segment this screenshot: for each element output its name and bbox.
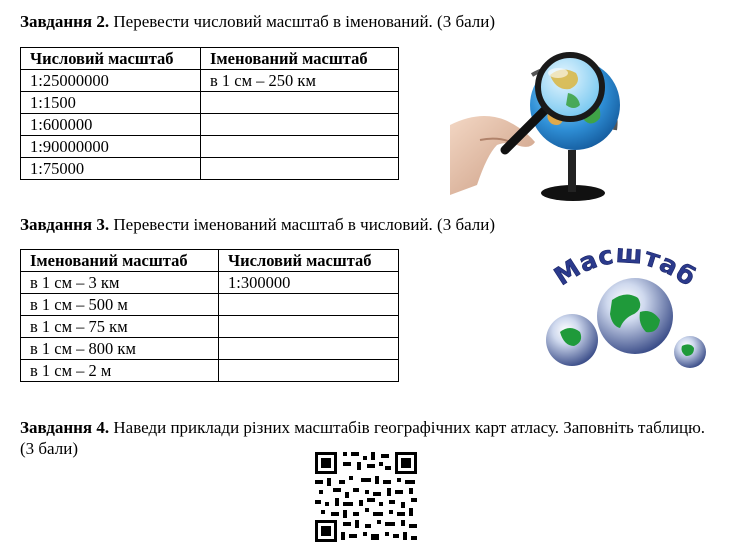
table-cell: в 1 см – 800 км [21, 338, 219, 360]
table-cell[interactable] [219, 338, 399, 360]
table-row [21, 92, 399, 114]
table-row [21, 338, 399, 360]
table-row [21, 114, 399, 136]
table-cell[interactable]: в 1 см – 250 км [201, 70, 399, 92]
table-row [21, 294, 399, 316]
table-cell: 1:90000000 [21, 136, 201, 158]
column-header: Числовий масштаб [21, 48, 201, 70]
table-row [21, 272, 399, 294]
table-cell[interactable]: 1:300000 [219, 272, 399, 294]
column-header: Іменований масштаб [21, 250, 219, 272]
task4-label: Завдання 4. [20, 418, 110, 437]
table-cell[interactable] [219, 294, 399, 316]
table-cell: 1:75000 [21, 158, 201, 180]
table-cell: в 1 см – 3 км [21, 272, 219, 294]
table-cell[interactable] [201, 92, 399, 114]
table-cell: в 1 см – 500 м [21, 294, 219, 316]
column-header: Іменований масштаб [201, 48, 399, 70]
table-row [21, 158, 399, 180]
table-cell: в 1 см – 75 км [21, 316, 219, 338]
table-cell[interactable] [219, 360, 399, 382]
table-row [21, 136, 399, 158]
table-cell: 1:1500 [21, 92, 201, 114]
table-row [21, 316, 399, 338]
task2-table [20, 47, 399, 180]
scale-logo-icon [540, 240, 715, 375]
table-cell[interactable] [201, 158, 399, 180]
scale-logo-text: Масштаб [548, 240, 702, 293]
table-cell[interactable] [201, 136, 399, 158]
table-cell: в 1 см – 2 м [21, 360, 219, 382]
table-cell: 1:600000 [21, 114, 201, 136]
table-cell: 1:25000000 [21, 70, 201, 92]
task4-text: Наведи приклади різних масштабів географічних карт атласу. Заповніть таблицю. (3 бали) [20, 418, 706, 458]
task3-label: Завдання 3. [20, 215, 110, 234]
task2-text: Перевести числовий масштаб в іменований. (3 бали) [109, 12, 496, 31]
task3-text: Перевести іменований масштаб в числовий. (3 бали) [109, 215, 496, 234]
task2-title [20, 12, 495, 32]
globe-magnifier-icon [450, 45, 635, 207]
qr-code-icon[interactable] [313, 450, 419, 543]
table-row [21, 360, 399, 382]
task3-table [20, 249, 399, 382]
table-header-row [21, 250, 399, 272]
table-cell[interactable] [201, 114, 399, 136]
column-header: Числовий масштаб [219, 250, 399, 272]
task3-title [20, 215, 495, 235]
table-header-row [21, 48, 399, 70]
table-cell[interactable] [219, 316, 399, 338]
task2-label: Завдання 2. [20, 12, 110, 31]
table-row [21, 70, 399, 92]
